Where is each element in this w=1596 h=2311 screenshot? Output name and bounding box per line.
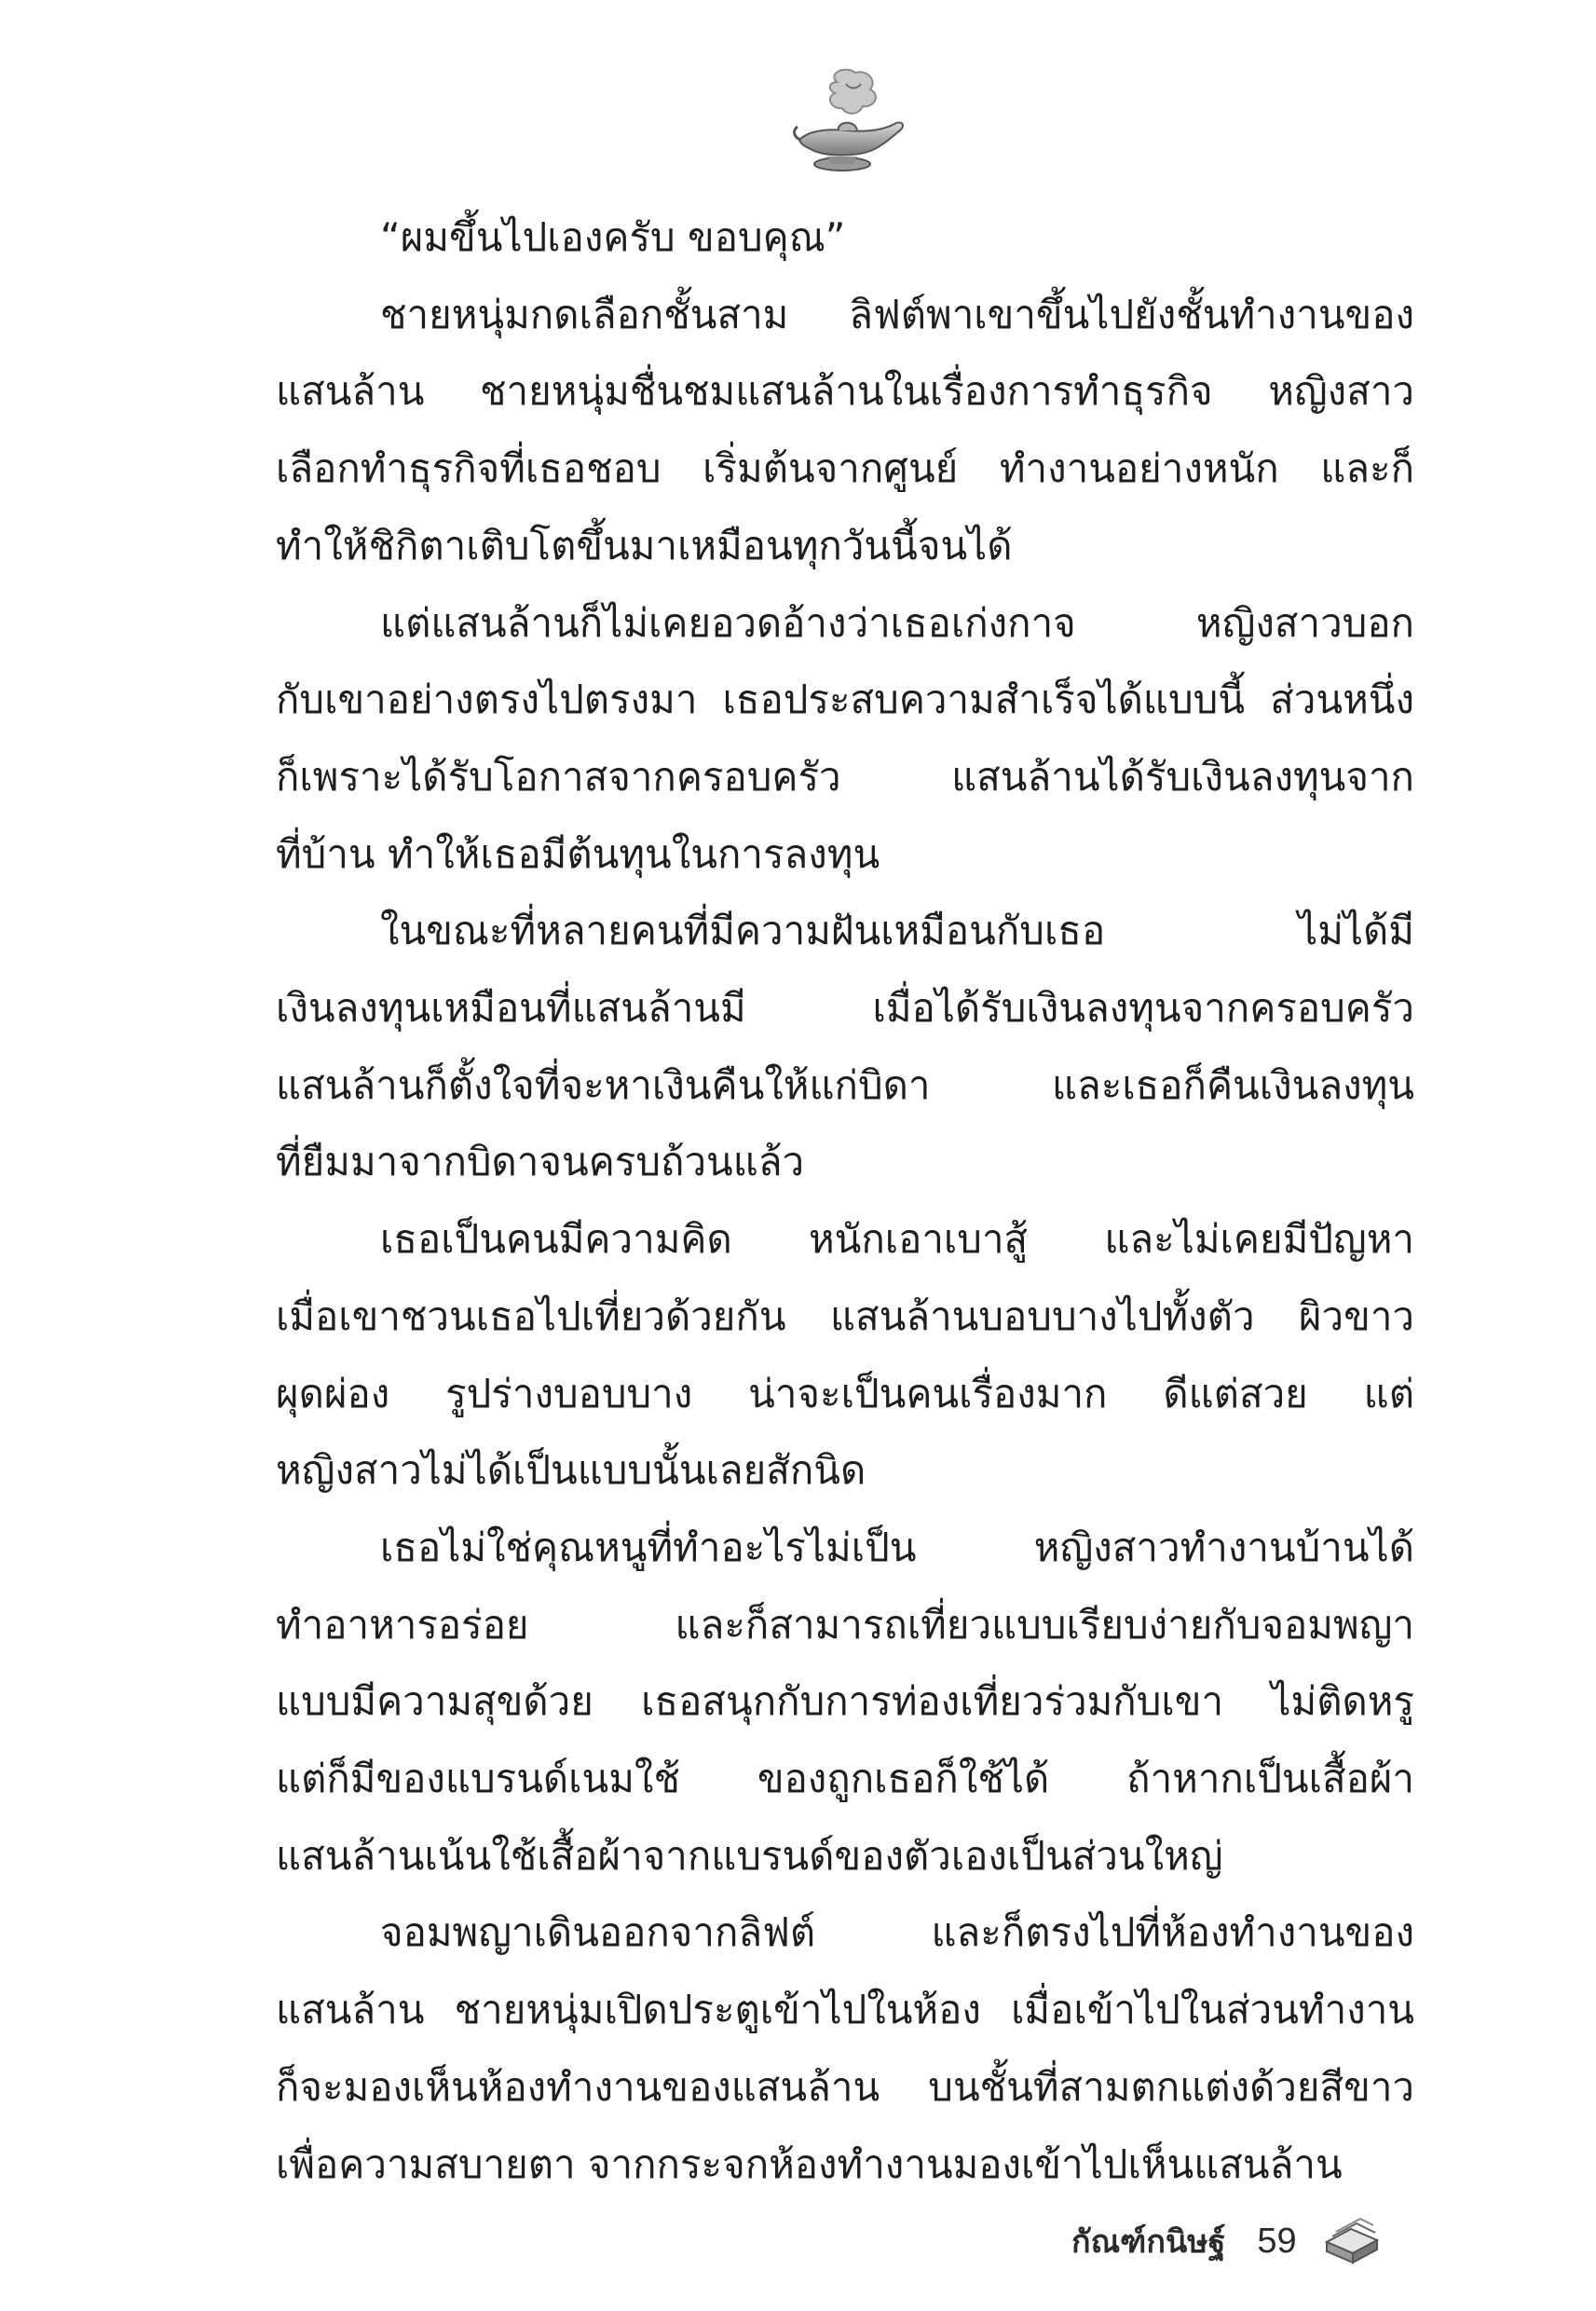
page-footer bbox=[1071, 2204, 1385, 2278]
text-line: เธอไม่ใช่คุณหนูที่ทำอะไรไม่เป็น หญิงสาวทำงานบ้านได้ bbox=[380, 1524, 1414, 1570]
text-line: แสนล้าน ชายหนุ่มเปิดประตูเข้าไปในห้อง เมื่อเข้าไปในส่วนทำงาน bbox=[276, 1987, 1414, 2033]
text-line: เมื่อเขาชวนเธอไปเที่ยวด้วยกัน แสนล้านบอบบางไปทั้งตัว ผิวขาว bbox=[276, 1292, 1414, 1339]
text-line: ชายหนุ่มกดเลือกชั้นสาม ลิฟต์พาเขาขึ้นไปยังชั้นทำงานของ bbox=[380, 291, 1414, 337]
text-line: จอมพญาเดินออกจากลิฟต์ และก็ตรงไปที่ห้องทำงานของ bbox=[380, 1909, 1414, 1956]
paragraph bbox=[276, 585, 1414, 894]
book-pages-icon bbox=[1319, 2208, 1385, 2274]
text-line: แต่ก็มีของแบรนด์เนมใช้ ของถูกเธอก็ใช้ได้ ถ้าหากเป็นเสื้อผ้า bbox=[276, 1756, 1414, 1802]
text-line: หญิงสาวไม่ได้เป็นแบบนั้นเลยสักนิด bbox=[276, 1447, 866, 1494]
text-line: กับเขาอย่างตรงไปตรงมา เธอประสบความสำเร็จได้แบบนี้ ส่วนหนึ่ง bbox=[276, 677, 1414, 723]
text-line: ก็จะมองเห็นห้องทำงานของแสนล้าน บนชั้นที่สามตกแต่งด้วยสีขาว bbox=[276, 2063, 1414, 2110]
text-line: ที่บ้าน ทำให้เธอมีต้นทุนในการลงทุน bbox=[276, 830, 880, 877]
paragraph bbox=[276, 893, 1414, 1201]
text-line: แต่แสนล้านก็ไม่เคยอวดอ้างว่าเธอเก่งกาจ หญิงสาวบอก bbox=[380, 599, 1414, 646]
book-title: กัณฑ์กนิษฐ์ bbox=[1071, 2223, 1226, 2261]
page-number: 59 bbox=[1257, 2221, 1297, 2261]
paragraph bbox=[276, 1894, 1414, 2203]
body-text bbox=[276, 199, 1414, 2203]
text-line: แสนล้านเน้นใช้เสื้อผ้าจากแบรนด์ของตัวเองเป็นส่วนใหญ่ bbox=[276, 1832, 1223, 1879]
text-line: แสนล้าน ชายหนุ่มชื่นชมแสนล้านในเรื่องการทำธุรกิจ หญิงสาว bbox=[276, 368, 1414, 415]
text-line: “ผมขึ้นไปเองครับ ขอบคุณ” bbox=[380, 214, 846, 260]
text-line: เงินลงทุนเหมือนที่แสนล้านมี เมื่อได้รับเงินลงทุนจากครอบครัว bbox=[276, 985, 1414, 1032]
paragraph bbox=[276, 277, 1414, 585]
text-line: แบบมีความสุขด้วย เธอสนุกกับการท่องเที่ยวร่วมกับเขา ไม่ติดหรู bbox=[276, 1678, 1414, 1725]
text-line: ทำให้ชิกิตาเติบโตขึ้นมาเหมือนทุกวันนี้จนได้ bbox=[276, 522, 1013, 568]
paragraph bbox=[276, 1510, 1414, 1895]
text-line: เพื่อความสบายตา จากกระจกห้องทำงานมองเข้าไปเห็นแสนล้าน bbox=[276, 2140, 1343, 2187]
text-line: ในขณะที่หลายคนที่มีความฝันเหมือนกับเธอ ไม่ได้มี bbox=[380, 908, 1414, 954]
text-line: ก็เพราะได้รับโอกาสจากครอบครัว แสนล้านได้รับเงินลงทุนจาก bbox=[276, 753, 1414, 800]
text-line: ผุดผ่อง รูปร่างบอบบาง น่าจะเป็นคนเรื่องมาก ดีแต่สวย แต่ bbox=[276, 1370, 1414, 1416]
text-line: แสนล้านก็ตั้งใจที่จะหาเงินคืนให้แก่บิดา และเธอก็คืนเงินลงทุน bbox=[276, 1061, 1414, 1108]
text-line: ทำอาหารอร่อย และก็สามารถเที่ยวแบบเรียบง่ายกับจอมพญา bbox=[276, 1601, 1414, 1648]
text-line: เลือกทำธุรกิจที่เธอชอบ เริ่มต้นจากศูนย์ ทำงานอย่างหนัก และก็ bbox=[276, 445, 1414, 492]
text-line: ที่ยืมมาจากบิดาจนครบถ้วนแล้ว bbox=[276, 1139, 805, 1185]
paragraph bbox=[276, 1201, 1414, 1510]
text-line: เธอเป็นคนมีความคิด หนักเอาเบาสู้ และไม่เคยมีปัญหา bbox=[380, 1216, 1414, 1263]
paragraph bbox=[276, 199, 1414, 277]
genie-lamp-icon bbox=[781, 65, 911, 177]
